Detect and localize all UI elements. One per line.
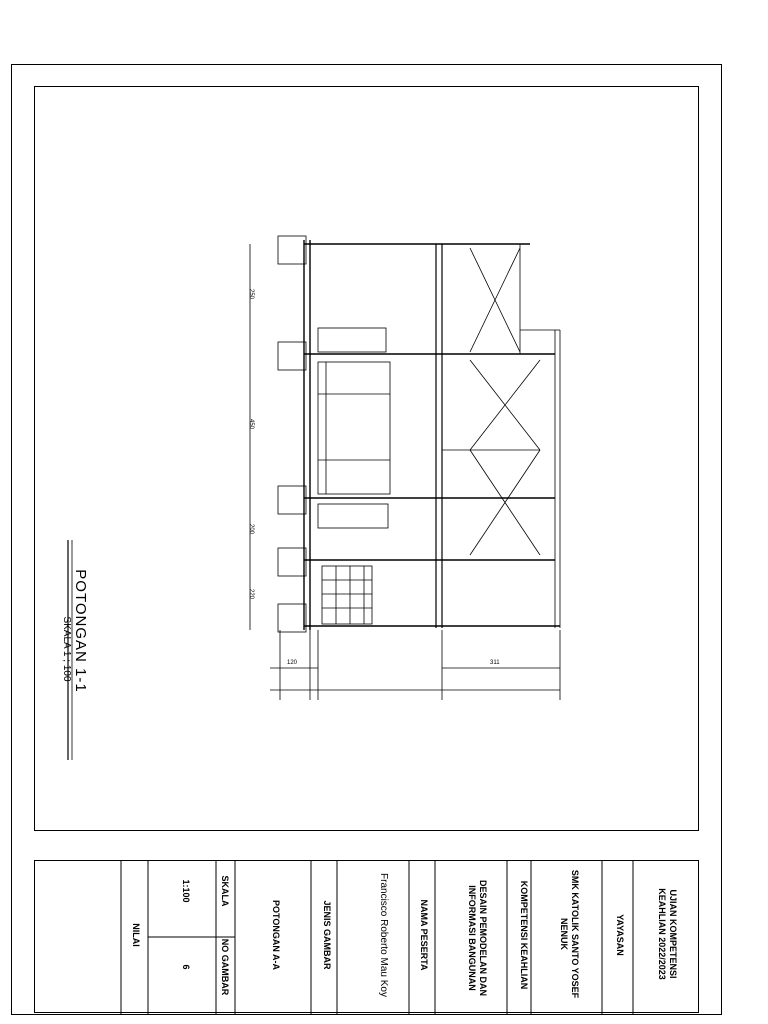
foundation-label: YAYASAN	[615, 914, 625, 956]
dimension-label: 250	[248, 288, 254, 299]
dimension-label: 120	[287, 660, 298, 666]
participant-name: Francisco Roberto Mau Koy	[378, 873, 389, 997]
drawing-number: 6	[181, 964, 191, 970]
competency-name: DESAIN PEMODELAN DAN INFORMASI BANGUNAN	[467, 879, 488, 996]
scale-value: 1:100	[181, 879, 191, 903]
school-name: SMK KATOLIK SANTO YOSEF NENUK	[559, 869, 580, 999]
dimension-label: 220	[248, 588, 254, 599]
scale-label: SKALA	[220, 875, 230, 907]
dimension-label: 450	[248, 418, 254, 429]
drawing-number-label: NO GAMBAR	[220, 938, 230, 996]
drawing-type: POTONGAN A-A	[271, 899, 281, 970]
drawing-scale: SKALA 1 ; 100	[61, 616, 72, 682]
title-block	[34, 860, 699, 1013]
competency-label: KOMPETENSI KEAHLIAN	[519, 880, 529, 990]
dimension-label: 311	[490, 660, 500, 666]
participant-label: NAMA PESERTA	[419, 899, 429, 971]
drawing-type-label: JENIS GAMBAR	[322, 900, 332, 970]
drawing-title: POTONGAN 1-1	[72, 569, 89, 693]
dimension-label: 200	[248, 523, 254, 534]
exam-title: UJIAN KOMPETENSI KEAHLIAN 2022/2023	[657, 888, 678, 980]
grade-label: NILAI	[131, 923, 141, 947]
